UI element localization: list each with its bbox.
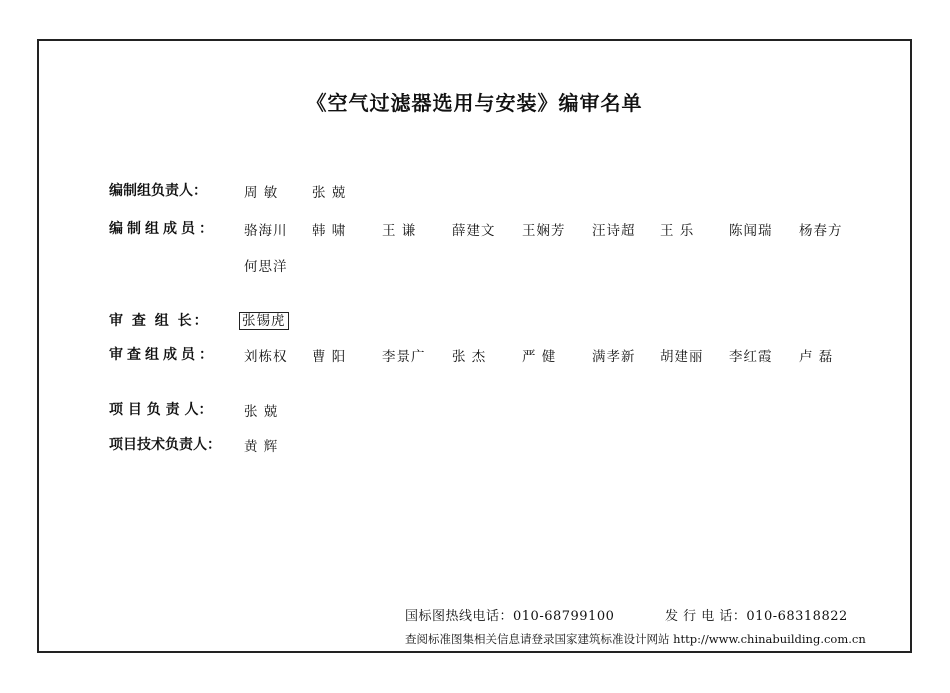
- project-lead-name: 张 兢: [244, 404, 279, 420]
- footer-website-info: 查阅标准图集相关信息请登录国家建筑标准设计网站 http://www.chinabuilding.com.cn: [405, 632, 866, 646]
- project-tech-lead-name: 黄 辉: [244, 439, 279, 455]
- review-member-name: 张 杰: [452, 349, 487, 365]
- footer-sales-phone: 发 行 电 话：010-68318822: [665, 609, 848, 624]
- review-member-name: 曹 阳: [312, 349, 347, 365]
- review-member-name: 胡建丽: [660, 349, 704, 365]
- review-members-label: 审查组成员：: [109, 347, 217, 363]
- compile-member-name: 骆海川: [244, 223, 288, 239]
- page-title: 《空气过滤器选用与安装》编审名单: [306, 91, 643, 115]
- review-member-name: 满孝新: [592, 349, 636, 365]
- review-member-name: 李红霞: [729, 349, 773, 365]
- compile-member-name: 汪诗超: [592, 223, 636, 239]
- review-lead-box: [239, 309, 289, 329]
- compile-member-name: 王娴芳: [522, 223, 566, 239]
- compile-member-name: 韩 啸: [312, 223, 347, 239]
- compile-member-name: 王 乐: [660, 223, 695, 239]
- project-tech-lead-label: 项目技术负责人：: [109, 437, 221, 453]
- compile-member-name: 何思洋: [244, 259, 288, 275]
- review-lead-name: 张锡虎: [239, 312, 289, 330]
- compile-member-name: 陈闻瑞: [729, 223, 773, 239]
- footer-hotline: 国标图热线电话：010-68799100: [405, 609, 615, 624]
- project-lead-label: 项 目 负 责 人：: [109, 402, 213, 418]
- compile-lead-name: 周 敏: [244, 185, 279, 201]
- compile-member-name: 杨春方: [799, 223, 843, 239]
- compile-member-name: 王 谦: [382, 223, 417, 239]
- review-member-name: 卢 磊: [799, 349, 834, 365]
- review-member-name: 严 健: [522, 349, 557, 365]
- compile-members-label: 编制组成员：: [109, 221, 217, 237]
- compile-member-name: 薛建文: [452, 223, 496, 239]
- review-member-name: 刘栋权: [244, 349, 288, 365]
- review-lead-label: 审 查 组 长：: [109, 313, 210, 329]
- review-member-name: 李景广: [382, 349, 426, 365]
- compile-lead-name: 张 兢: [312, 185, 347, 201]
- compile-lead-label: 编制组负责人：: [109, 183, 207, 199]
- page-frame: [37, 39, 912, 653]
